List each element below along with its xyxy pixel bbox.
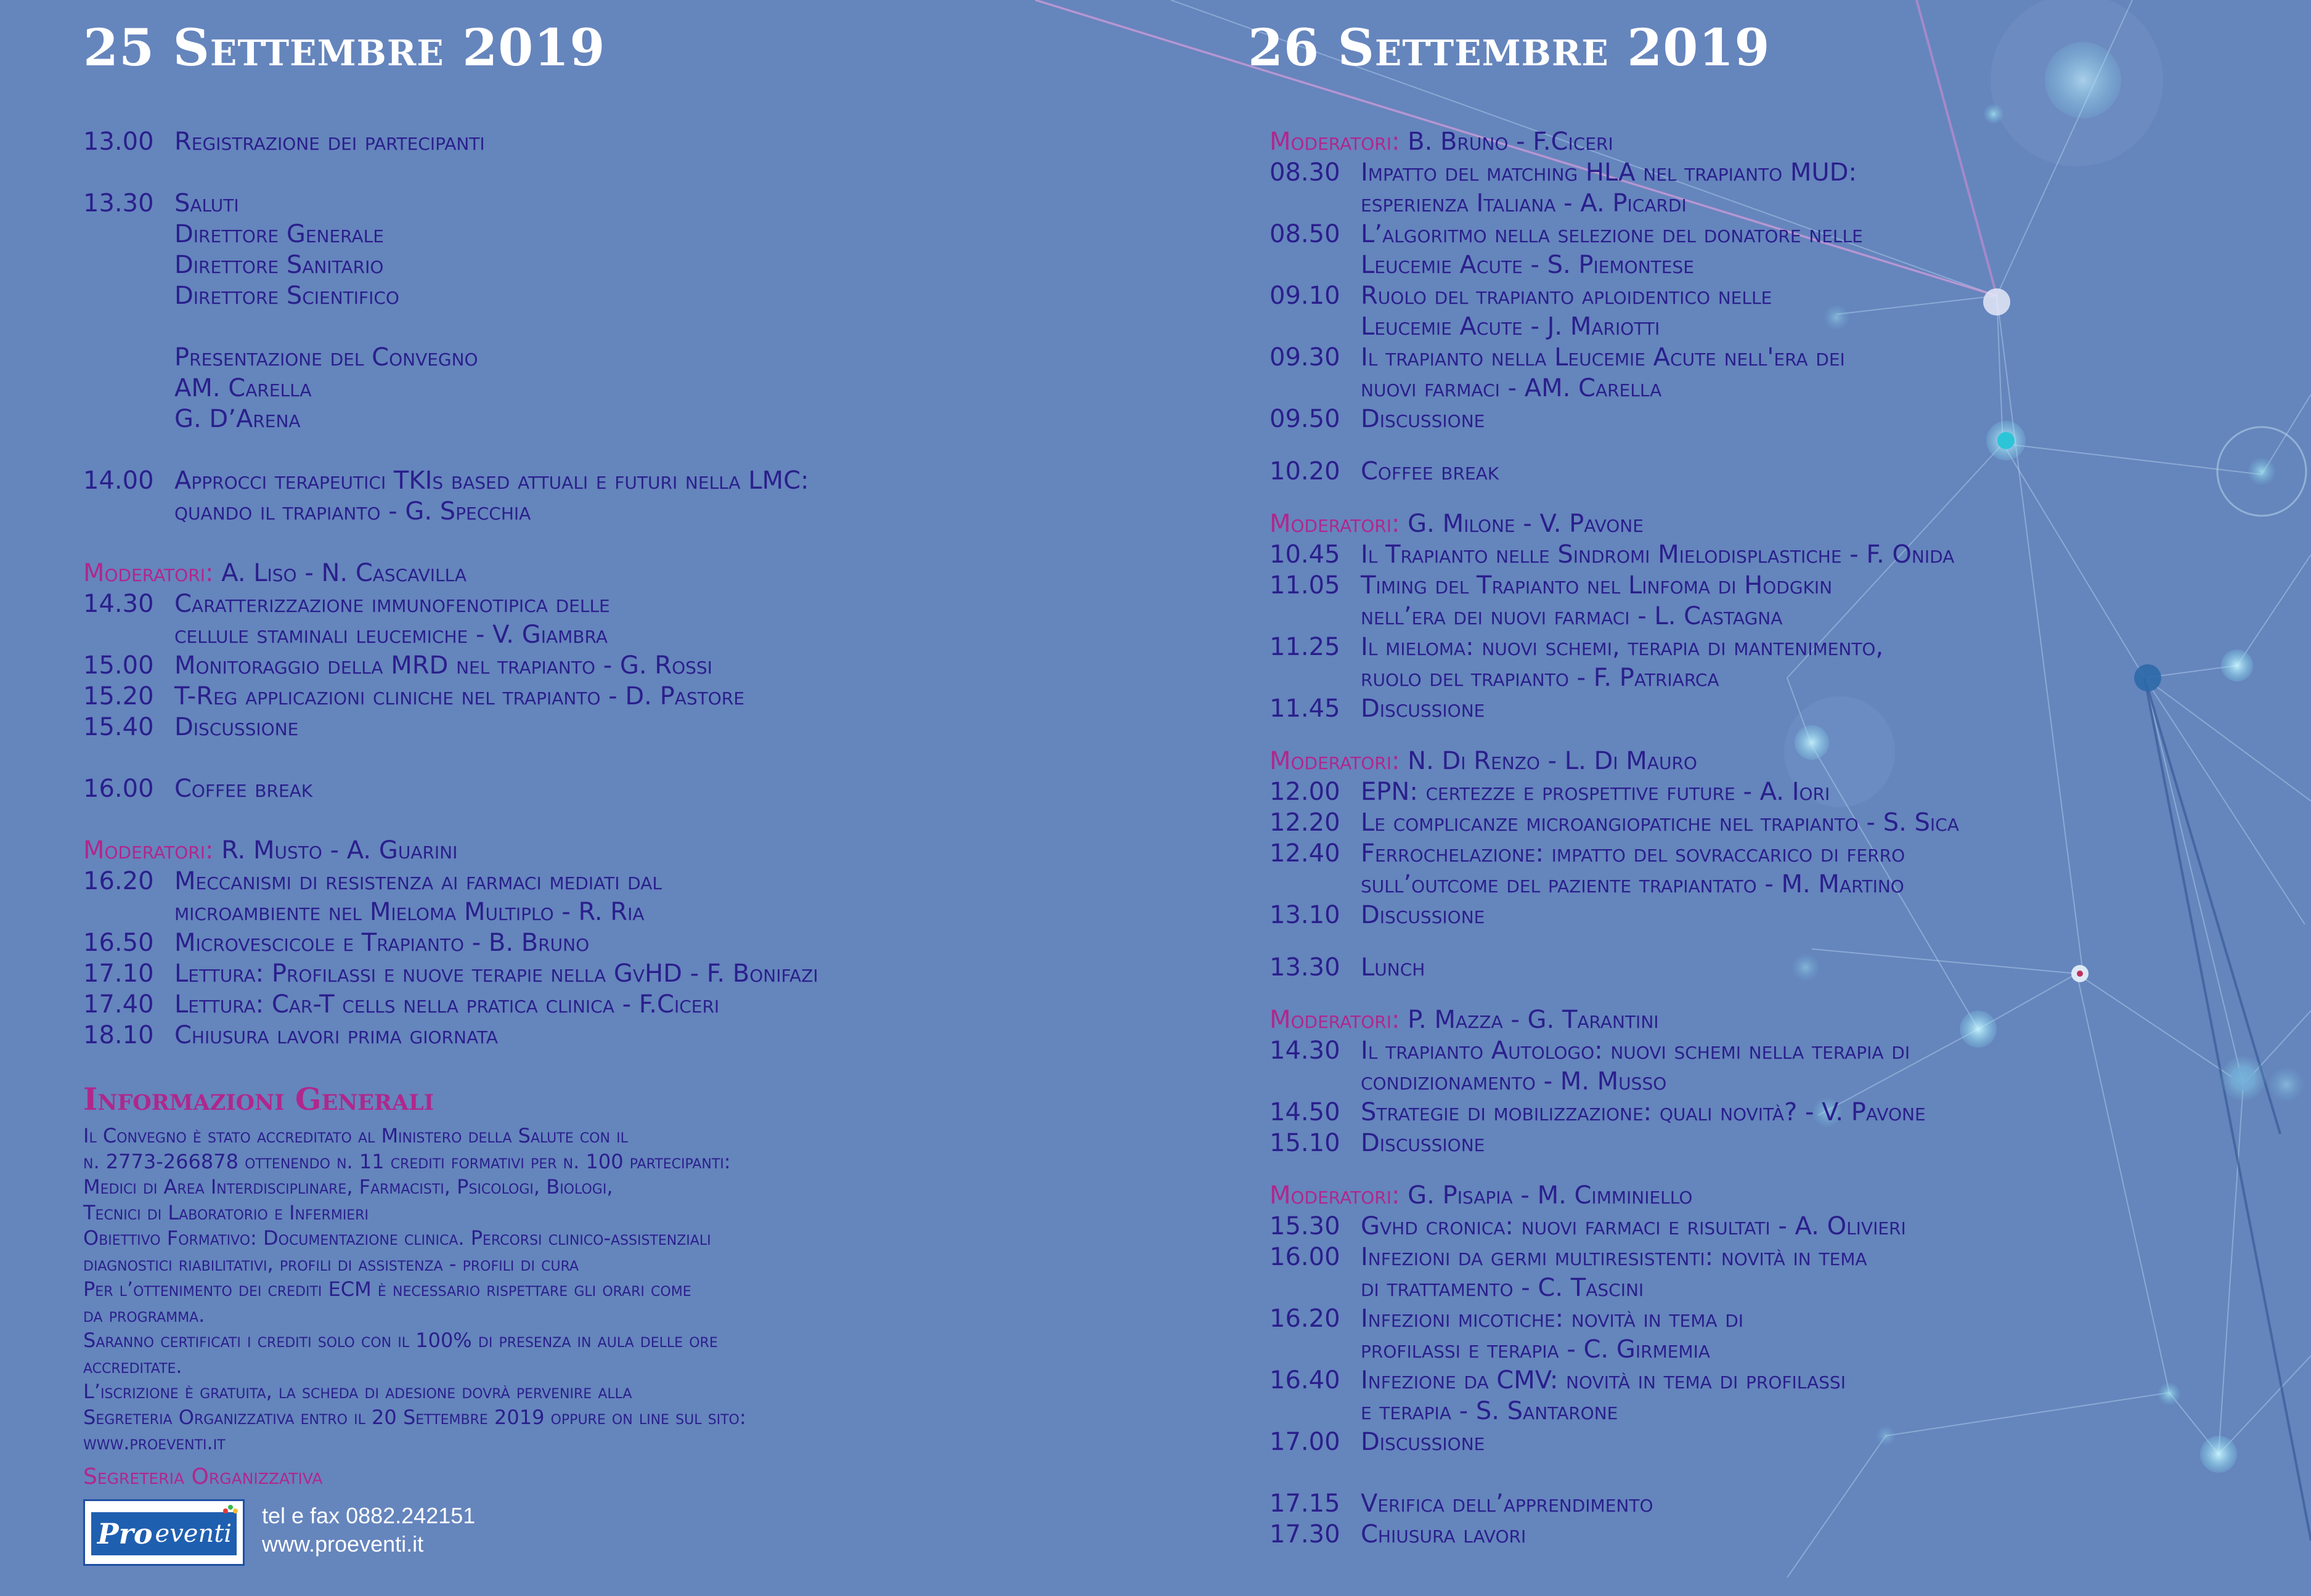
program-item [1270, 952, 1959, 983]
program-text: condizionamento - M. Musso [1361, 1067, 1667, 1096]
program-item [83, 280, 818, 311]
info-line: accreditate. [83, 1354, 182, 1378]
program-text: Ruolo del trapianto aploidentico nelle [1361, 282, 1772, 310]
moderators-names: P. Mazza - G. Tarantini [1400, 1006, 1659, 1034]
day2-program [1270, 126, 1959, 1550]
program-text: Coffee break [1361, 457, 1499, 486]
moderators-line [1270, 1004, 1959, 1035]
program-time: 17.00 [1270, 1428, 1340, 1456]
moderators-line [83, 558, 818, 588]
program-item [1270, 157, 1959, 188]
program-text: Saluti [174, 189, 239, 218]
program-item [83, 927, 818, 958]
day2-title: 26 Settembre 2019 [1248, 18, 1771, 78]
program-item [1270, 456, 1959, 487]
program-item [83, 496, 818, 527]
program-text: Lunch [1361, 953, 1425, 982]
program-text: Meccanismi di resistenza ai farmaci mediati dal [174, 867, 662, 895]
program-text: Verifica dell’apprendimento [1361, 1489, 1653, 1518]
program-text: Le complicanze microangiopatiche nel trapianto - S. Sica [1361, 808, 1959, 837]
program-item [1270, 693, 1959, 724]
program-item [1270, 1035, 1959, 1066]
program-time: 13.30 [83, 189, 154, 218]
general-info-title: Informazioni Generali [83, 1081, 434, 1117]
program-text: Il trapianto nella Leucemie Acute nell'era dei [1361, 343, 1845, 372]
program-text: EPN: certezze e prospettive future - A. Iori [1361, 778, 1830, 806]
spacer [1270, 930, 1959, 952]
program-time: 09.50 [1270, 405, 1340, 433]
program-time: 14.30 [83, 590, 154, 618]
program-time: 12.00 [1270, 778, 1340, 806]
logo-text-pro: Pro [97, 1517, 153, 1550]
program-item [1270, 1365, 1959, 1396]
spacer [83, 157, 818, 188]
program-time: 13.30 [1270, 953, 1340, 982]
program-text: Discussione [1361, 694, 1485, 723]
program-text: Direttore Sanitario [174, 251, 384, 279]
moderators-label: Moderatori: [83, 559, 214, 587]
program-item [83, 219, 818, 250]
logo-text-eventi: eventi [155, 1519, 232, 1548]
program-time: 15.20 [83, 682, 154, 710]
program-item [83, 958, 818, 989]
program-text: quando il trapianto - G. Specchia [174, 497, 531, 526]
program-item [1270, 1519, 1959, 1550]
program-time: 10.45 [1270, 540, 1340, 569]
program-item [1270, 250, 1959, 280]
program-time: 11.45 [1270, 694, 1340, 723]
program-item [83, 588, 818, 619]
moderators-label: Moderatori: [1270, 510, 1400, 538]
program-text: Il mieloma: nuovi schemi, terapia di mantenimento, [1361, 633, 1884, 661]
moderators-names: G. Pisapia - M. Cimminiello [1400, 1181, 1693, 1210]
program-item [1270, 280, 1959, 311]
program-item [1270, 219, 1959, 250]
program-time: 15.10 [1270, 1129, 1340, 1157]
program-time: 17.10 [83, 959, 154, 988]
program-time: 17.15 [1270, 1489, 1340, 1518]
program-text: Lettura: Car-T cells nella pratica clinica - F.Ciceri [174, 990, 720, 1019]
spacer [1270, 487, 1959, 508]
program-text: T-Reg applicazioni cliniche nel trapianto - D. Pastore [174, 682, 744, 710]
program-time: 14.00 [83, 466, 154, 495]
program-item [83, 126, 818, 157]
program-text: Discussione [1361, 405, 1485, 433]
info-line: Medici di Area Interdisciplinare, Farmacisti, Psicologi, Biologi, [83, 1175, 613, 1199]
info-line: Per l’ottenimento dei crediti ECM è necessario rispettare gli orari come [83, 1277, 691, 1301]
program-item [1270, 570, 1959, 601]
program-item [1270, 900, 1959, 930]
program-text: Direttore Generale [174, 220, 384, 248]
program-text: Discussione [1361, 1129, 1485, 1157]
info-line: Il Convegno è stato accreditato al Ministero della Salute con il [83, 1124, 628, 1147]
program-time: 09.30 [1270, 343, 1340, 372]
spacer [83, 434, 818, 465]
info-line: L’iscrizione è gratuita, la scheda di adesione dovrà pervenire alla [83, 1380, 632, 1403]
program-text: Impatto del matching HLA nel trapianto MUD: [1361, 158, 1857, 187]
program-item [83, 681, 818, 712]
program-text: Discussione [1361, 901, 1485, 929]
contact-info [262, 1502, 475, 1558]
logo-dots-icon [223, 1505, 238, 1516]
program-text: ruolo del trapianto - F. Patriarca [1361, 664, 1719, 692]
program-time: 18.10 [83, 1021, 154, 1049]
program-item [1270, 1066, 1959, 1097]
program-time: 16.50 [83, 929, 154, 957]
program-text: Leucemie Acute - J. Mariotti [1361, 312, 1660, 341]
moderators-label: Moderatori: [83, 836, 214, 865]
day1-program-lines [83, 126, 818, 1051]
secretariat-title: Segreteria Organizzativa [83, 1464, 323, 1489]
moderators-label: Moderatori: [1270, 1006, 1400, 1034]
program-item [1270, 1396, 1959, 1427]
program-item [1270, 838, 1959, 869]
program-text: Chiusura lavori prima giornata [174, 1021, 499, 1049]
program-text: di trattamento - C. Tascini [1361, 1274, 1644, 1302]
program-time: 13.10 [1270, 901, 1340, 929]
program-item [83, 342, 818, 373]
moderators-names: A. Liso - N. Cascavilla [213, 559, 467, 587]
program-time: 14.50 [1270, 1098, 1340, 1126]
program-item [83, 465, 818, 496]
website-link[interactable]: www.proeventi.it [262, 1531, 424, 1557]
program-item [83, 188, 818, 219]
program-item [1270, 1242, 1959, 1272]
program-item [1270, 807, 1959, 838]
logo-box [91, 1512, 237, 1555]
program-item [1270, 632, 1959, 662]
program-text: Infezioni micotiche: novità in tema di [1361, 1305, 1744, 1333]
program-text: Presentazione del Convegno [174, 343, 478, 372]
program-text: AM. Carella [174, 374, 312, 402]
program-item [83, 404, 818, 434]
spacer [83, 743, 818, 773]
moderators-line [1270, 746, 1959, 776]
program-time: 17.30 [1270, 1520, 1340, 1549]
program-time: 15.30 [1270, 1212, 1340, 1240]
info-line: Tecnici di Laboratorio e Infermieri [83, 1200, 369, 1224]
program-time: 15.40 [83, 713, 154, 741]
program-item [83, 250, 818, 280]
program-text: Infezioni da germi multiresistenti: novità in tema [1361, 1243, 1867, 1271]
program-item [83, 373, 818, 404]
program-text: Strategie di mobilizzazione: quali novità? - V. Pavone [1361, 1098, 1926, 1126]
moderators-label: Moderatori: [1270, 747, 1400, 775]
program-text: esperienza Italiana - A. Picardi [1361, 189, 1687, 218]
program-item [1270, 373, 1959, 404]
info-line: Saranno certificati i crediti solo con il 100% di presenza in aula delle ore [83, 1329, 718, 1352]
spacer [1270, 434, 1959, 456]
moderators-label: Moderatori: [1270, 128, 1400, 156]
day1-program [83, 126, 818, 1566]
secretariat-footer [83, 1499, 818, 1566]
phone-fax: tel e fax 0882.242151 [262, 1502, 476, 1528]
program-text: Lettura: Profilassi e nuove terapie nella GvHD - F. Bonifazi [174, 959, 818, 988]
program-time: 11.25 [1270, 633, 1340, 661]
moderators-line [83, 835, 818, 866]
program-time: 16.40 [1270, 1366, 1340, 1394]
moderators-names: N. Di Renzo - L. Di Mauro [1400, 747, 1697, 775]
program-text: Il Trapianto nelle Sindromi Mielodisplastiche - F. Onida [1361, 540, 1955, 569]
program-item [83, 866, 818, 897]
program-text: nell’era dei nuovi farmaci - L. Castagna [1361, 602, 1783, 630]
program-text: Discussione [1361, 1428, 1485, 1456]
program-time: 08.30 [1270, 158, 1340, 187]
moderators-line [1270, 1180, 1959, 1211]
program-item [1270, 601, 1959, 632]
program-time: 17.40 [83, 990, 154, 1019]
spacer [1270, 1158, 1959, 1180]
program-item [83, 712, 818, 743]
program-text: G. D’Arena [174, 405, 301, 433]
info-line: da programma. [83, 1303, 205, 1327]
program-text: Discussione [174, 713, 299, 741]
moderators-names: B. Bruno - F.Ciceri [1400, 128, 1613, 156]
program-text: Caratterizzazione immunofenotipica delle [174, 590, 610, 618]
program-text: Approcci terapeutici TKIs based attuali e futuri nella LMC: [174, 466, 809, 495]
program-item [1270, 662, 1959, 693]
info-line: Obiettivo Formativo: Documentazione clinica. Percorsi clinico-assistenziali [83, 1226, 711, 1250]
program-time: 16.20 [83, 867, 154, 895]
program-item [1270, 188, 1959, 219]
program-item [1270, 1097, 1959, 1128]
spacer [1270, 724, 1959, 746]
program-time: 08.50 [1270, 220, 1340, 248]
program-item [1270, 1128, 1959, 1158]
program-text: Infezione da CMV: novità in tema di profilassi [1361, 1366, 1846, 1394]
program-text: profilassi e terapia - C. Girmemia [1361, 1335, 1710, 1364]
info-line: diagnostici riabilitativi, profili di assistenza - profili di cura [83, 1252, 579, 1276]
program-text: cellule staminali leucemiche - V. Giambra [174, 621, 608, 649]
program-item [83, 650, 818, 681]
program-item [1270, 1272, 1959, 1303]
program-text: sull’outcome del paziente trapiantato - M. Martino [1361, 870, 1904, 898]
program-time: 15.00 [83, 651, 154, 680]
program-item [83, 619, 818, 650]
moderators-line [1270, 508, 1959, 539]
program-time: 16.00 [83, 775, 154, 803]
general-info-text [83, 1123, 818, 1456]
program-text: Gvhd cronica: nuovi farmaci e risultati - A. Olivieri [1361, 1212, 1906, 1240]
info-line: n. 2773-266878 ottenendo n. 11 crediti formativi per n. 100 partecipanti: [83, 1149, 731, 1173]
moderators-names: G. Milone - V. Pavone [1400, 510, 1644, 538]
program-time: 16.20 [1270, 1305, 1340, 1333]
program-text: Microvescicole e Trapianto - B. Bruno [174, 929, 590, 957]
program-time: 10.20 [1270, 457, 1340, 486]
program-time: 12.20 [1270, 808, 1340, 837]
program-text: Timing del Trapianto nel Linfoma di Hodgkin [1361, 571, 1833, 600]
program-text: nuovi farmaci - AM. Carella [1361, 374, 1662, 402]
program-item [83, 989, 818, 1020]
program-item [83, 773, 818, 804]
program-text: Monitoraggio della MRD nel trapianto - G. Rossi [174, 651, 712, 680]
program-item [83, 1020, 818, 1051]
program-text: Chiusura lavori [1361, 1520, 1526, 1549]
program-item [1270, 1334, 1959, 1365]
spacer [1270, 983, 1959, 1004]
program-item [1270, 776, 1959, 807]
moderators-line [1270, 126, 1959, 157]
program-item [1270, 1427, 1959, 1457]
program-time: 12.40 [1270, 839, 1340, 868]
program-item [1270, 1303, 1959, 1334]
program-time: 13.00 [83, 128, 154, 156]
day1-title: 25 Settembre 2019 [83, 18, 606, 78]
program-item [1270, 1211, 1959, 1242]
program-item [1270, 869, 1959, 900]
program-time: 09.10 [1270, 282, 1340, 310]
info-line: www.proeventi.it [83, 1431, 226, 1454]
program-text: e terapia - S. Santarone [1361, 1397, 1618, 1425]
moderators-label: Moderatori: [1270, 1181, 1400, 1210]
info-line: Segreteria Organizzativa entro il 20 Settembre 2019 oppure on line sul sito: [83, 1405, 746, 1429]
program-time: 11.05 [1270, 571, 1340, 600]
program-text: Registrazione dei partecipanti [174, 128, 485, 156]
program-text: Leucemie Acute - S. Piemontese [1361, 251, 1694, 279]
spacer [1270, 1457, 1959, 1488]
program-text: Coffee break [174, 775, 313, 803]
program-item [1270, 342, 1959, 373]
program-item [1270, 539, 1959, 570]
program-time: 14.30 [1270, 1036, 1340, 1065]
program-item [1270, 404, 1959, 434]
program-item [83, 897, 818, 927]
program-text: Ferrochelazione: impatto del sovraccarico di ferro [1361, 839, 1905, 868]
program-text: microambiente nel Mieloma Multiplo - R. Ria [174, 898, 645, 926]
program-text: Il trapianto Autologo: nuovi schemi nella terapia di [1361, 1036, 1910, 1065]
program-text: L’algoritmo nella selezione del donatore nelle [1361, 220, 1863, 248]
spacer [83, 804, 818, 835]
program-item [1270, 1488, 1959, 1519]
program-text: Direttore Scientifico [174, 282, 399, 310]
spacer [83, 311, 818, 342]
moderators-names: R. Musto - A. Guarini [213, 836, 458, 865]
program-time: 16.00 [1270, 1243, 1340, 1271]
proeventi-logo [83, 1499, 245, 1566]
program-item [1270, 311, 1959, 342]
spacer [83, 527, 818, 558]
